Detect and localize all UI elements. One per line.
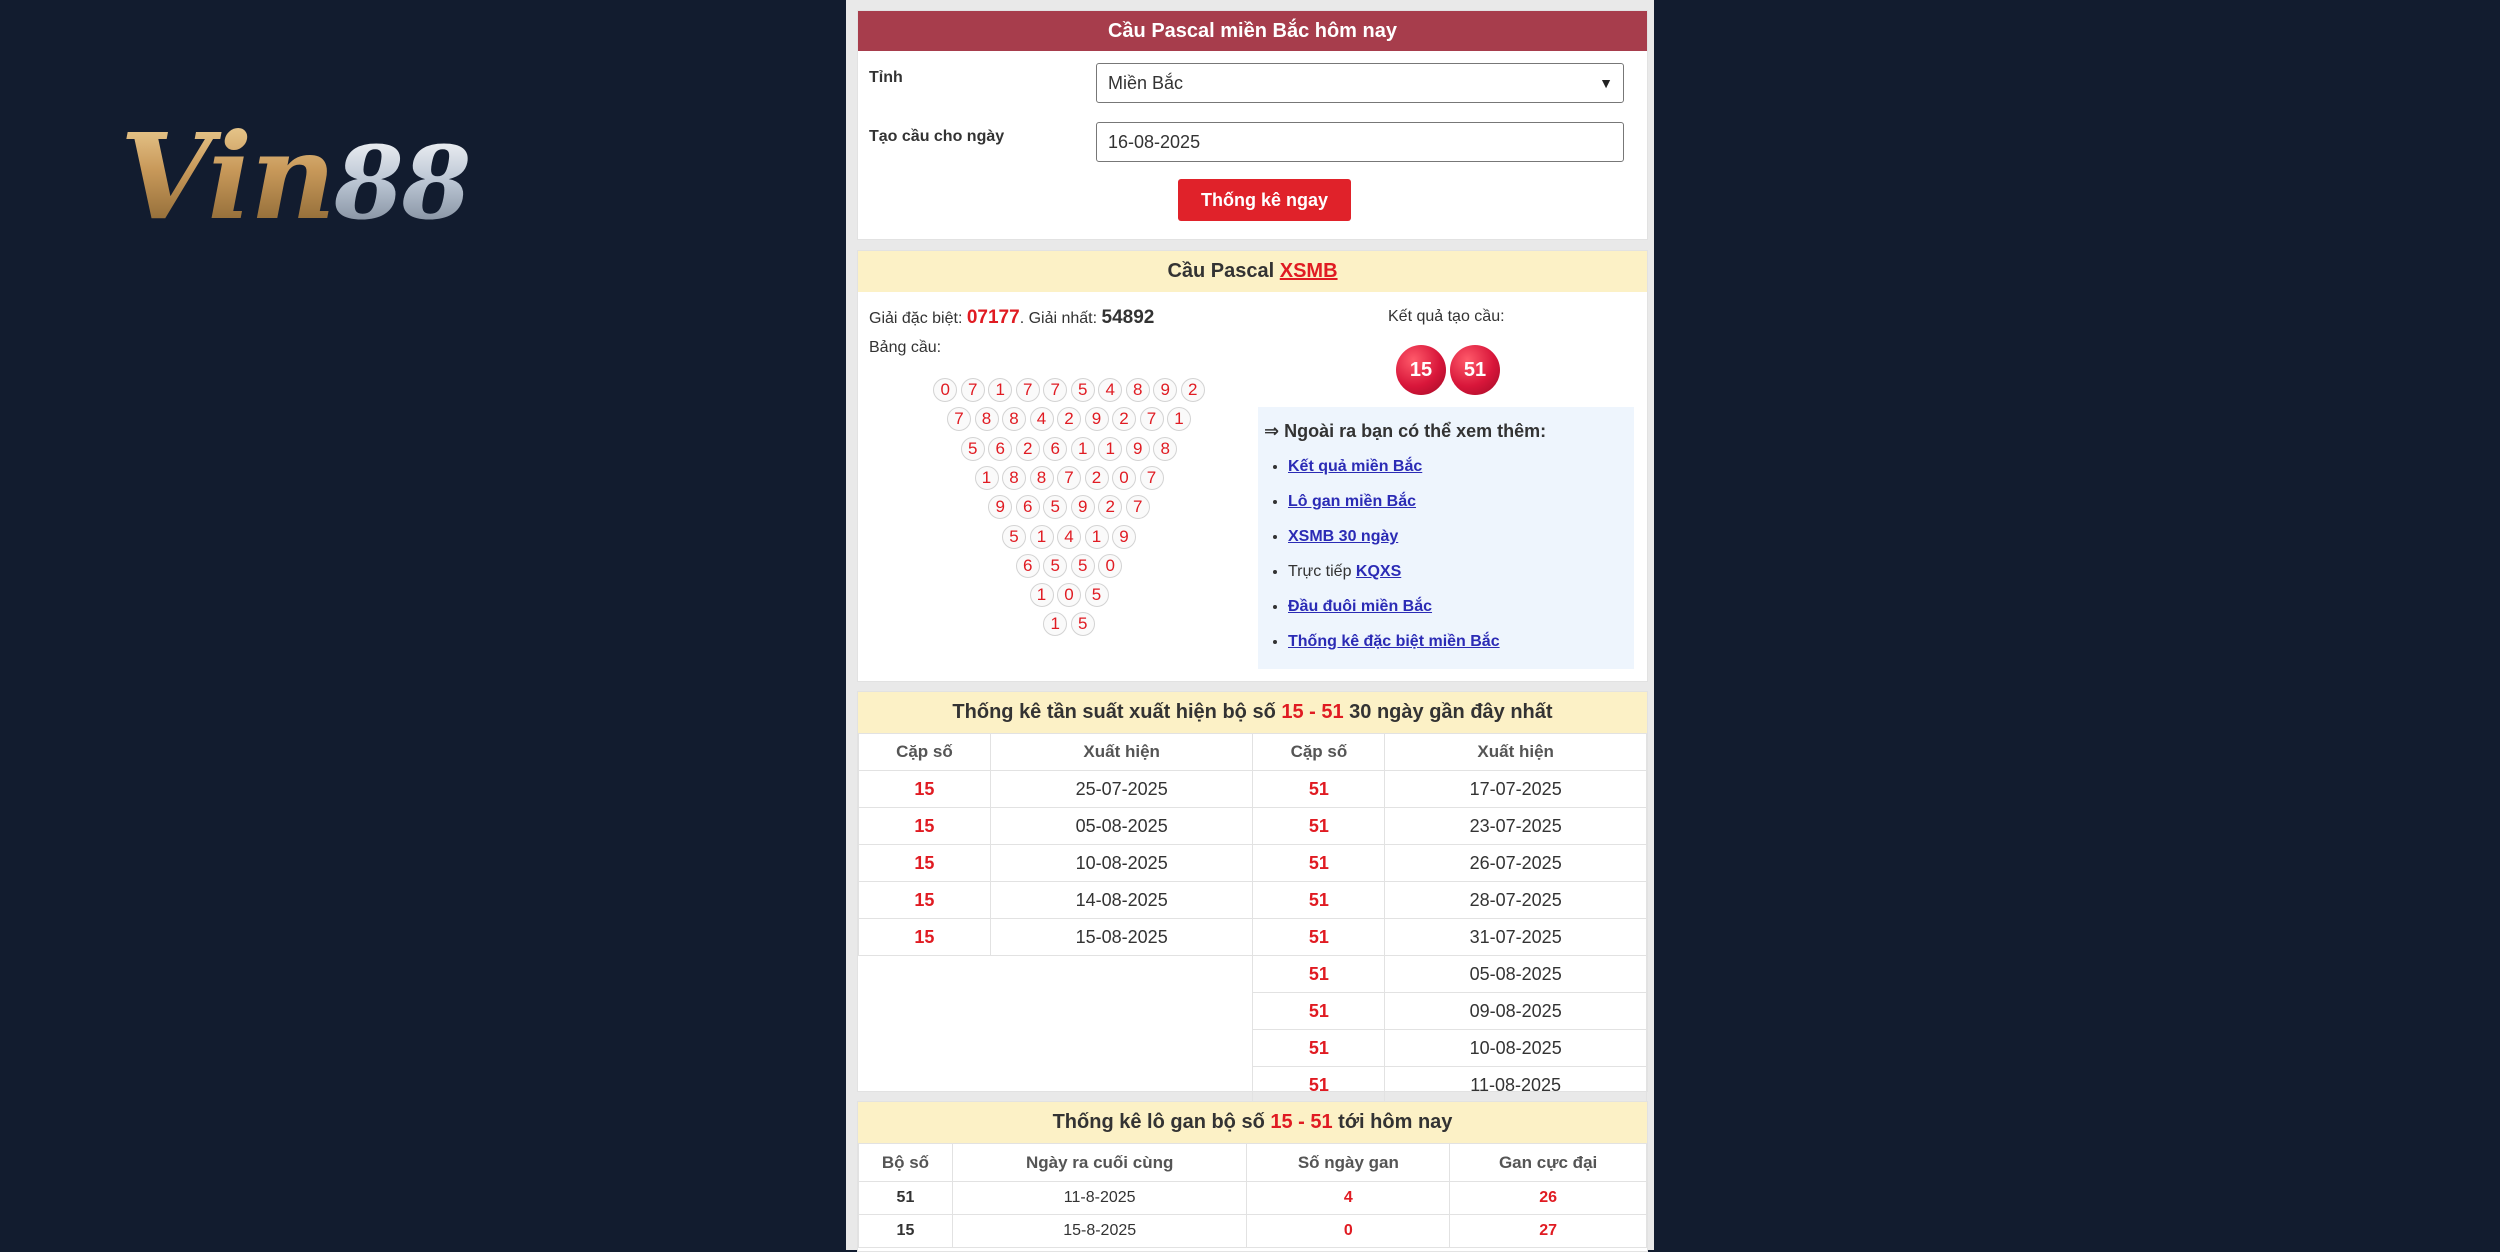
- result-ball: 15: [1396, 345, 1446, 395]
- link-prefix: Trực tiếp: [1288, 563, 1356, 580]
- date-cell: 23-07-2025: [1385, 808, 1647, 845]
- pascal-digit-cell: 7: [1140, 466, 1164, 490]
- date-cell: 28-07-2025: [1385, 882, 1647, 919]
- last-date-cell: 15-8-2025: [952, 1215, 1247, 1248]
- more-links-title: ⇒ Ngoài ra bạn có thể xem thêm:: [1264, 421, 1547, 441]
- pascal-digit-cell: 2: [1112, 407, 1136, 431]
- link-xsmb-30-ngay[interactable]: XSMB 30 ngày: [1288, 528, 1399, 545]
- date-label: Tạo cầu cho ngày: [869, 128, 1005, 145]
- frequency-title: [858, 692, 1647, 733]
- pascal-digit-cell: 1: [1098, 437, 1122, 461]
- pascal-digit-cell: 8: [1002, 466, 1026, 490]
- date-cell: 10-08-2025: [990, 845, 1253, 882]
- list-item: [1288, 589, 1500, 624]
- pair-cell: 51: [1253, 882, 1385, 919]
- table-row: [859, 1067, 1647, 1104]
- province-label: Tỉnh: [869, 69, 903, 86]
- pascal-digit-cell: 0: [1098, 554, 1122, 578]
- date-cell: 31-07-2025: [1385, 919, 1647, 956]
- pascal-result-card: [857, 250, 1648, 682]
- date-cell: 10-08-2025: [1385, 1030, 1647, 1067]
- content-column: [846, 0, 1654, 1250]
- col-pair-header: Cặp số: [859, 734, 991, 771]
- table-row: [859, 956, 1647, 993]
- date-cell: [990, 1067, 1253, 1104]
- link-ket-qua-mien-bac[interactable]: Kết quả miền Bắc: [1288, 458, 1423, 475]
- pascal-digit-cell: 7: [947, 407, 971, 431]
- pascal-digit-cell: 5: [1043, 554, 1067, 578]
- vin88-logo[interactable]: [120, 107, 470, 246]
- province-selected-value: Miền Bắc: [1108, 73, 1184, 93]
- logo-text-88: 88: [334, 124, 470, 242]
- col-date-header: Xuất hiện: [1385, 734, 1647, 771]
- pascal-digit-cell: 5: [1002, 525, 1026, 549]
- col-pair-header: Cặp số: [1253, 734, 1385, 771]
- date-cell: 26-07-2025: [1385, 845, 1647, 882]
- pascal-digit-cell: 2: [1098, 495, 1122, 519]
- pascal-digit-cell: 8: [1126, 378, 1150, 402]
- table-row: [859, 845, 1647, 882]
- frequency-title-pair: 15 - 51: [1281, 701, 1344, 723]
- pascal-digit-cell: 8: [1030, 466, 1054, 490]
- more-links-box: [1258, 407, 1634, 669]
- lo-gan-table: [858, 1143, 1647, 1248]
- table-header-row: [859, 1144, 1647, 1182]
- pair-cell: 15: [859, 771, 991, 808]
- col-gan-days-header: Số ngày gan: [1247, 1144, 1450, 1182]
- pascal-digit-cell: 7: [1057, 466, 1081, 490]
- pascal-digit-cell: 5: [961, 437, 985, 461]
- col-bo-so-header: Bộ số: [859, 1144, 953, 1182]
- pascal-digit-cell: 7: [1140, 407, 1164, 431]
- frequency-title-suffix: 30 ngày gần đây nhất: [1343, 701, 1553, 723]
- link-kqxs[interactable]: KQXS: [1355, 563, 1402, 580]
- chevron-down-icon: ▼: [1599, 75, 1613, 91]
- pascal-digit-cell: 9: [1153, 378, 1177, 402]
- pascal-digit-cell: 1: [975, 466, 999, 490]
- pascal-digit-cell: 1: [1167, 407, 1191, 431]
- pair-cell: [859, 1067, 991, 1104]
- pascal-table-label: Bảng cầu:: [869, 339, 942, 356]
- col-gan-max-header: Gan cực đại: [1450, 1144, 1647, 1182]
- submit-button[interactable]: Thống kê ngay: [1178, 179, 1351, 221]
- pascal-digit-cell: 8: [1153, 437, 1177, 461]
- first-prize-label: . Giải nhất:: [1019, 310, 1098, 327]
- table-row: [859, 1215, 1647, 1248]
- date-cell: 15-08-2025: [990, 919, 1253, 956]
- pascal-digit-cell: 9: [1112, 525, 1136, 549]
- table-row: [859, 771, 1647, 808]
- pascal-digit-cell: 5: [1085, 583, 1109, 607]
- list-item: [1288, 554, 1500, 589]
- gan-max-cell: 26: [1450, 1182, 1647, 1215]
- link-dau-duoi-mien-bac[interactable]: Đầu đuôi miền Bắc: [1288, 598, 1433, 615]
- pascal-digit-cell: 9: [1071, 495, 1095, 519]
- table-row: [859, 1030, 1647, 1067]
- xsmb-link[interactable]: XSMB: [1279, 260, 1338, 282]
- date-cell: 09-08-2025: [1385, 993, 1647, 1030]
- gan-max-cell: 27: [1450, 1215, 1647, 1248]
- frequency-card: [857, 691, 1648, 1095]
- col-last-date-header: Ngày ra cuối cùng: [952, 1144, 1247, 1182]
- frequency-table: [858, 733, 1647, 1104]
- pascal-digit-cell: 8: [1002, 407, 1026, 431]
- frequency-title-text: Thống kê tần suất xuất hiện bộ số: [952, 701, 1282, 723]
- first-prize-value: 54892: [1101, 307, 1155, 328]
- pascal-digit-cell: 7: [1126, 495, 1150, 519]
- pascal-digit-cell: 7: [961, 378, 985, 402]
- table-row: [859, 1182, 1647, 1215]
- lo-gan-title-suffix: tới hôm nay: [1332, 1111, 1453, 1133]
- pascal-digit-cell: 4: [1098, 378, 1122, 402]
- bo-so-cell: 15: [859, 1215, 953, 1248]
- list-item: [1288, 624, 1500, 659]
- date-cell: 05-08-2025: [990, 808, 1253, 845]
- special-prize-label: Giải đặc biệt:: [869, 310, 963, 327]
- pair-cell: 51: [1253, 808, 1385, 845]
- pascal-triangle: [869, 251, 1237, 681]
- table-row: [859, 993, 1647, 1030]
- special-prize-value: 07177: [966, 307, 1020, 328]
- result-label: Kết quả tạo cầu:: [1388, 308, 1505, 325]
- pascal-digit-cell: 9: [1126, 437, 1150, 461]
- date-cell: 14-08-2025: [990, 882, 1253, 919]
- pascal-form-card: [857, 10, 1648, 240]
- pair-cell: 51: [1253, 1067, 1385, 1104]
- pascal-digit-cell: 4: [1030, 407, 1054, 431]
- last-date-cell: 11-8-2025: [952, 1182, 1247, 1215]
- pascal-digit-cell: 2: [1181, 378, 1205, 402]
- pair-cell: 51: [1253, 771, 1385, 808]
- pascal-digit-cell: 1: [1085, 525, 1109, 549]
- pascal-digit-cell: 1: [1043, 612, 1067, 636]
- table-row: [859, 808, 1647, 845]
- date-cell: 11-08-2025: [1385, 1067, 1647, 1104]
- logo-text-vin: Vin: [120, 107, 335, 246]
- pascal-digit-cell: 9: [988, 495, 1012, 519]
- pair-cell: 51: [1253, 845, 1385, 882]
- pair-cell: 15: [859, 919, 991, 956]
- col-date-header: Xuất hiện: [990, 734, 1253, 771]
- date-cell: [990, 956, 1253, 993]
- pair-cell: 51: [1253, 956, 1385, 993]
- date-input[interactable]: 16-08-2025: [1096, 122, 1624, 162]
- pascal-digit-cell: 1: [1071, 437, 1095, 461]
- date-cell: 17-07-2025: [1385, 771, 1647, 808]
- pascal-digit-cell: 6: [1043, 437, 1067, 461]
- table-header-row: [859, 734, 1647, 771]
- pair-cell: 15: [859, 882, 991, 919]
- pascal-digit-cell: 2: [1057, 407, 1081, 431]
- pair-cell: 15: [859, 845, 991, 882]
- list-item: [1288, 519, 1500, 554]
- pascal-digit-cell: 0: [1057, 583, 1081, 607]
- pascal-digit-cell: 4: [1057, 525, 1081, 549]
- pair-cell: 15: [859, 808, 991, 845]
- lo-gan-title-pair: 15 - 51: [1270, 1111, 1333, 1133]
- pascal-digit-cell: 1: [1030, 525, 1054, 549]
- pascal-digit-cell: 6: [1016, 554, 1040, 578]
- date-cell: 25-07-2025: [990, 771, 1253, 808]
- province-select[interactable]: [1096, 63, 1624, 103]
- link-thong-ke-dac-biet[interactable]: Thống kê đặc biệt miền Bắc: [1288, 633, 1500, 650]
- pair-cell: 51: [1253, 993, 1385, 1030]
- pair-cell: [859, 956, 991, 993]
- pair-cell: 51: [1253, 1030, 1385, 1067]
- lo-gan-title-text: Thống kê lô gan bộ số: [1052, 1111, 1271, 1133]
- pascal-digit-cell: 8: [975, 407, 999, 431]
- bo-so-cell: 51: [859, 1182, 953, 1215]
- list-item: [1288, 484, 1500, 519]
- pascal-digit-cell: 9: [1085, 407, 1109, 431]
- date-cell: 05-08-2025: [1385, 956, 1647, 993]
- pascal-digit-cell: 1: [1030, 583, 1054, 607]
- pair-cell: [859, 1030, 991, 1067]
- table-row: [859, 882, 1647, 919]
- pascal-digit-cell: 6: [1016, 495, 1040, 519]
- gan-days-cell: 0: [1247, 1215, 1450, 1248]
- list-item: [1288, 449, 1500, 484]
- pascal-digit-cell: 7: [1016, 378, 1040, 402]
- pascal-digit-cell: 5: [1071, 554, 1095, 578]
- pair-cell: 51: [1253, 919, 1385, 956]
- pascal-digit-cell: 0: [933, 378, 957, 402]
- pascal-digit-cell: 7: [1043, 378, 1067, 402]
- pascal-digit-cell: 1: [988, 378, 1012, 402]
- more-links-list: [1258, 449, 1500, 659]
- pascal-digit-cell: 2: [1016, 437, 1040, 461]
- form-title: Cầu Pascal miền Bắc hôm nay: [858, 11, 1647, 51]
- date-cell: [990, 993, 1253, 1030]
- pair-cell: [859, 993, 991, 1030]
- pascal-digit-cell: 2: [1085, 466, 1109, 490]
- gan-days-cell: 4: [1247, 1182, 1450, 1215]
- result-ball: 51: [1450, 345, 1500, 395]
- pascal-digit-cell: 6: [988, 437, 1012, 461]
- lo-gan-title: [858, 1102, 1647, 1143]
- table-row: [859, 919, 1647, 956]
- pascal-digit-cell: 5: [1071, 378, 1095, 402]
- pascal-digit-cell: 0: [1112, 466, 1136, 490]
- link-lo-gan-mien-bac[interactable]: Lô gan miền Bắc: [1288, 493, 1417, 510]
- pascal-digit-cell: 5: [1071, 612, 1095, 636]
- date-cell: [990, 1030, 1253, 1067]
- lo-gan-card: [857, 1101, 1648, 1252]
- pascal-digit-cell: 5: [1043, 495, 1067, 519]
- pascal-title-text: Cầu Pascal: [1167, 260, 1280, 282]
